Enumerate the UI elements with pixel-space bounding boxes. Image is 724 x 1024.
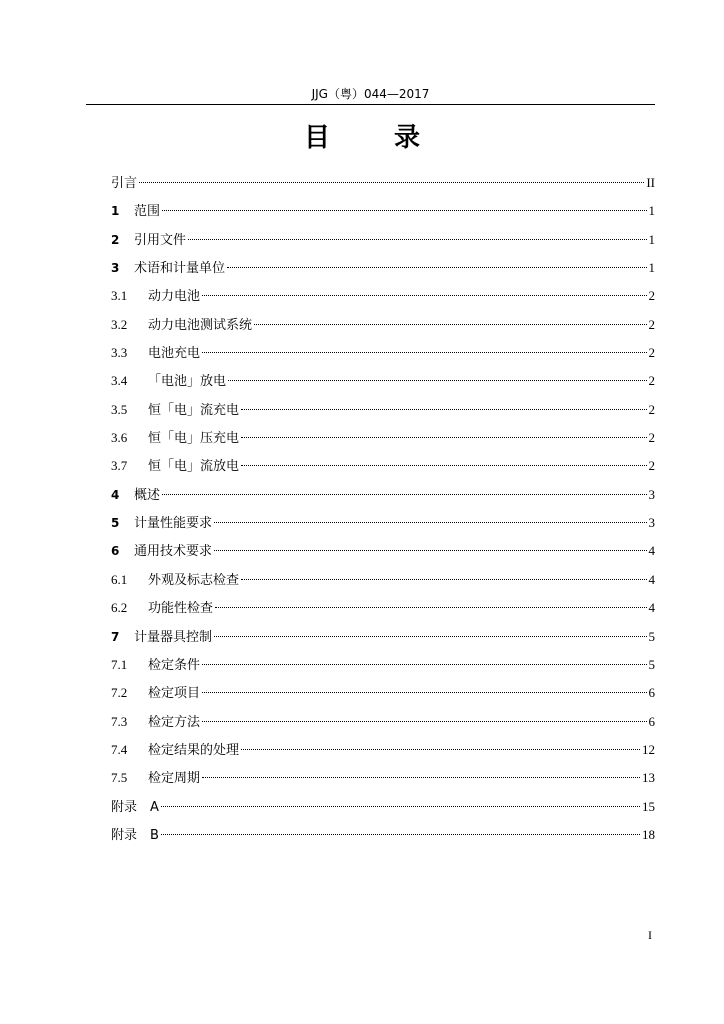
toc-entry-page: 13	[642, 770, 655, 786]
toc-entry-label: 「电池」放电	[148, 374, 227, 390]
toc-entry[interactable]	[111, 767, 655, 795]
toc-entry-label: 检定条件	[148, 657, 201, 673]
toc-entry-page: 1	[648, 203, 655, 219]
toc-dot-leader	[202, 295, 646, 296]
toc-entry[interactable]	[111, 682, 655, 710]
toc-entry-label: 动力电池	[148, 289, 201, 305]
toc-entry-page: 1	[648, 231, 655, 247]
toc-entry-page: 1	[648, 260, 655, 276]
toc-entry-number: 3.4	[111, 373, 128, 389]
toc-dot-leader	[241, 749, 640, 750]
toc-entry[interactable]	[111, 654, 655, 682]
toc-entry-label: 外观及标志检查	[148, 572, 240, 588]
toc-entry-page: 2	[648, 345, 655, 361]
toc-entry-number: 3.6	[111, 430, 128, 446]
toc-entry-number: 6	[111, 544, 120, 559]
toc-entry-label: 计量性能要求	[134, 516, 213, 532]
toc-entry[interactable]	[111, 711, 655, 739]
toc-dot-leader	[215, 607, 646, 608]
toc-entry-number: 7.1	[111, 656, 128, 672]
toc-entry-page: 6	[648, 713, 655, 729]
toc-entry-page: II	[646, 175, 655, 190]
toc-entry[interactable]	[111, 257, 655, 285]
toc-entry-number: 3.1	[111, 288, 128, 304]
running-header: JJG（粤）044—2017	[311, 87, 430, 101]
toc-dot-leader	[162, 494, 646, 495]
toc-entry-label: 检定方法	[148, 714, 201, 730]
toc-entry-page: 5	[648, 656, 655, 672]
toc-entry-number: 7.3	[111, 713, 128, 729]
toc-entry-label: 引言	[111, 176, 138, 191]
toc-entry-page: 4	[648, 571, 655, 587]
toc-entry-label: 电池充电	[148, 346, 201, 362]
toc-entry[interactable]	[111, 796, 655, 824]
toc-entry-number: 3.5	[111, 401, 128, 417]
toc-entry[interactable]	[111, 569, 655, 597]
toc-entry[interactable]	[111, 484, 655, 512]
toc-entry-label: 概述	[134, 487, 161, 503]
toc-entry-number: 7	[111, 629, 120, 644]
toc-entry-number: 5	[111, 516, 120, 531]
toc-entry-page: 3	[648, 486, 655, 502]
toc-dot-leader	[202, 352, 646, 353]
toc-entry-label: 附录 A	[111, 799, 159, 815]
toc-dot-leader	[241, 579, 646, 580]
toc-entry[interactable]	[111, 739, 655, 767]
toc-dot-leader	[241, 437, 646, 438]
toc-entry[interactable]	[111, 427, 655, 455]
toc-entry-label: 附录 B	[111, 827, 159, 843]
toc-entry[interactable]	[111, 512, 655, 540]
toc-entry-label: 检定结果的处理	[148, 742, 240, 758]
toc-entry[interactable]	[111, 342, 655, 370]
toc-entry[interactable]	[111, 597, 655, 625]
title-char-1: 目	[303, 123, 330, 153]
toc-entry-label: 计量器具控制	[134, 629, 213, 645]
toc-entry[interactable]	[111, 229, 655, 257]
toc-entry-number: 4	[111, 487, 120, 502]
toc-entry[interactable]	[111, 370, 655, 398]
toc-entry-page: 4	[648, 543, 655, 559]
toc-entry-label: 术语和计量单位	[134, 261, 226, 277]
toc-entry-number: 6.1	[111, 571, 128, 587]
toc-dot-leader	[254, 324, 646, 325]
toc-entry-page: 5	[648, 628, 655, 644]
toc-entry-number: 3.2	[111, 316, 128, 332]
toc-dot-leader	[202, 777, 640, 778]
toc-entry-label: 检定项目	[148, 686, 201, 702]
toc-entry[interactable]	[111, 626, 655, 654]
toc-dot-leader	[241, 465, 646, 466]
toc-dot-leader	[214, 522, 646, 523]
toc-entry-page: 15	[642, 798, 655, 814]
toc-dot-leader	[139, 182, 644, 183]
toc-dot-leader	[214, 550, 646, 551]
toc-entry-number: 2	[111, 232, 120, 247]
toc-entry-page: 2	[648, 316, 655, 332]
toc-entry-number: 7.5	[111, 770, 128, 786]
toc-entry-label: 通用技术要求	[134, 544, 213, 560]
toc-entry-page: 6	[648, 685, 655, 701]
toc-dot-leader	[161, 834, 640, 835]
toc-dot-leader	[241, 409, 646, 410]
toc-dot-leader	[214, 636, 646, 637]
toc-entry-label: 恒「电」流放电	[148, 459, 240, 475]
toc-entry-label: 检定周期	[148, 771, 201, 787]
toc-entry-number: 3	[111, 261, 120, 276]
toc-entry-label: 恒「电」压充电	[148, 431, 240, 447]
page-title	[0, 121, 724, 155]
toc-dot-leader	[227, 267, 646, 268]
toc-entry[interactable]	[111, 399, 655, 427]
toc-entry-page: 2	[648, 458, 655, 474]
toc-entry-number: 7.4	[111, 741, 128, 757]
toc-dot-leader	[188, 239, 646, 240]
toc-entry-label: 功能性检查	[148, 601, 214, 617]
toc-dot-leader	[202, 721, 646, 722]
toc-dot-leader	[202, 692, 646, 693]
toc-entry-page: 3	[648, 515, 655, 531]
toc-entry[interactable]	[111, 314, 655, 342]
toc-entry-label: 动力电池测试系统	[148, 317, 253, 333]
toc-entry-page: 18	[642, 826, 655, 842]
toc-entry[interactable]	[111, 455, 655, 483]
toc-entry[interactable]	[111, 200, 655, 228]
toc-entry-page: 4	[648, 600, 655, 616]
toc-entry-page: 2	[648, 373, 655, 389]
toc-entry-page: 12	[642, 741, 655, 757]
title-char-2: 录	[394, 123, 421, 153]
toc-entry[interactable]	[111, 285, 655, 313]
toc-entry[interactable]	[111, 824, 655, 852]
table-of-contents	[111, 172, 655, 852]
toc-entry-number: 3.7	[111, 458, 128, 474]
toc-dot-leader	[202, 664, 646, 665]
header-rule	[86, 104, 655, 105]
toc-entry-number: 7.2	[111, 685, 128, 701]
toc-entry-label: 引用文件	[134, 232, 187, 248]
toc-entry-page: 2	[648, 401, 655, 417]
toc-entry[interactable]	[111, 540, 655, 568]
toc-entry-number: 3.3	[111, 345, 128, 361]
toc-entry-page: 2	[648, 288, 655, 304]
toc-entry-number: 1	[111, 204, 120, 219]
toc-entry[interactable]	[111, 172, 655, 200]
toc-entry-label: 恒「电」流充电	[148, 402, 240, 418]
toc-dot-leader	[161, 806, 640, 807]
toc-entry-number: 6.2	[111, 600, 128, 616]
toc-dot-leader	[228, 380, 646, 381]
toc-dot-leader	[162, 210, 646, 211]
toc-entry-page: 2	[648, 430, 655, 446]
toc-entry-label: 范围	[134, 204, 161, 220]
page-number: I	[648, 928, 652, 942]
